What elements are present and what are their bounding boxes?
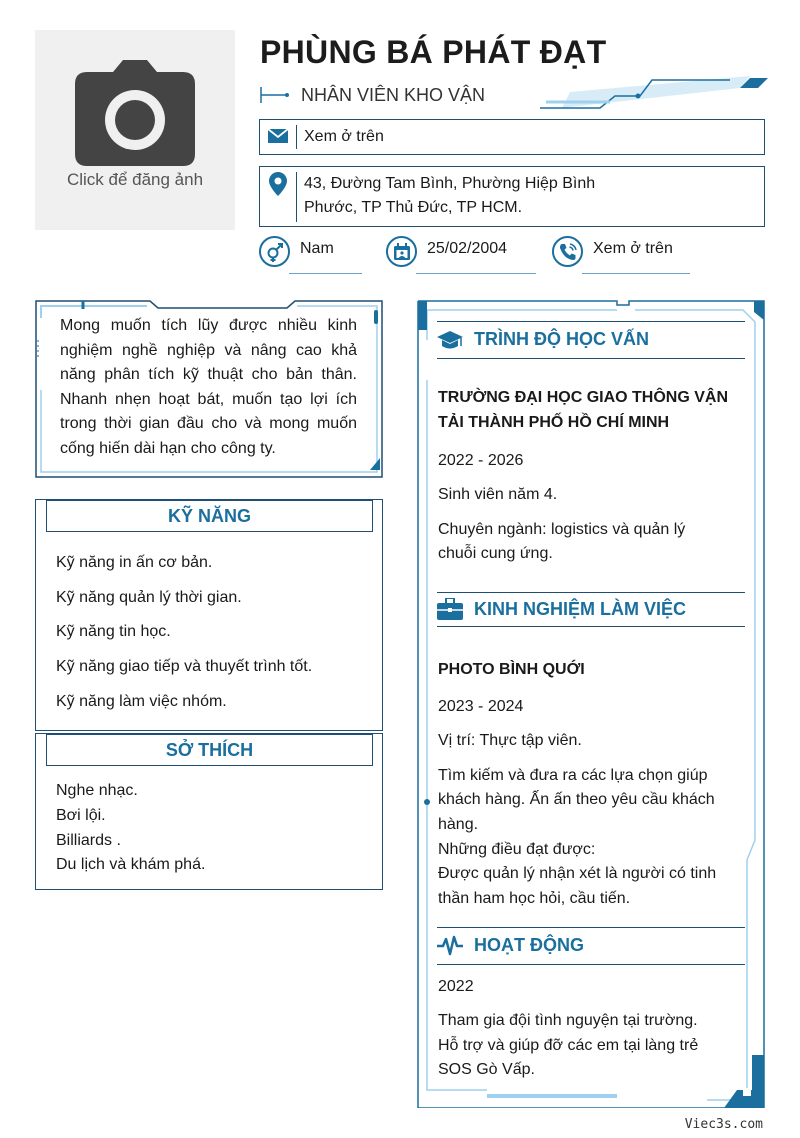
activity-line: SOS Gò Vấp. — [438, 1061, 535, 1078]
list-item: Billiards . — [56, 832, 121, 849]
gender-value: Nam — [300, 240, 334, 257]
list-item: Nghe nhạc. — [56, 782, 138, 799]
experience-heading: KINH NGHIỆM LÀM VIỆC — [474, 599, 687, 619]
experience-period: 2023 - 2024 — [438, 698, 524, 715]
school-name-line-1: TRƯỜNG ĐẠI HỌC GIAO THÔNG VẬN — [438, 389, 729, 406]
heartbeat-icon — [437, 935, 463, 957]
candidate-name: PHÙNG BÁ PHÁT ĐẠT — [260, 34, 607, 70]
list-item: Kỹ năng tin học. — [56, 623, 171, 640]
activity-line: Tham gia đội tình nguyện tại trường. — [438, 1012, 698, 1029]
activity-line: Hỗ trợ và giúp đỡ các em tại làng trẻ — [438, 1037, 699, 1054]
list-item: Kỹ năng giao tiếp và thuyết trình tốt. — [56, 658, 313, 675]
activity-year: 2022 — [438, 978, 474, 995]
skills-section — [35, 499, 383, 731]
career-objective — [35, 300, 383, 478]
experience-line: Được quản lý nhận xét là người có tinh — [438, 865, 717, 882]
location-pin-icon — [264, 172, 292, 196]
email-row — [259, 119, 765, 155]
experience-position: Vị trí: Thực tập viên. — [438, 732, 582, 749]
hobbies-heading: SỞ THÍCH — [46, 734, 373, 766]
calendar-icon — [386, 236, 417, 267]
gender-icon — [259, 236, 290, 267]
title-marker — [260, 86, 290, 104]
experience-line: hàng. — [438, 816, 479, 833]
address-row — [259, 166, 765, 227]
experience-line: khách hàng. Ấn ấn theo yêu cầu khách — [438, 791, 715, 808]
birthday-value: 25/02/2004 — [427, 240, 508, 257]
list-item: Kỹ năng quản lý thời gian. — [56, 589, 242, 606]
list-item: Du lịch và khám phá. — [56, 856, 206, 873]
photo-caption: Click để đăng ảnh — [66, 170, 204, 189]
skills-heading: KỸ NĂNG — [46, 500, 373, 532]
list-item: Bơi lội. — [56, 807, 106, 824]
education-heading: TRÌNH ĐỘ HỌC VẤN — [474, 329, 649, 349]
graduation-cap-icon — [437, 329, 463, 351]
education-status: Sinh viên năm 4. — [438, 486, 558, 503]
education-major-line-2: chuỗi cung ứng. — [438, 545, 553, 562]
avatar-placeholder[interactable] — [35, 30, 235, 230]
experience-line: Tìm kiếm và đưa ra các lựa chọn giúp — [438, 767, 708, 784]
phone-value: Xem ở trên — [593, 240, 673, 257]
camera-icon — [75, 60, 195, 166]
experience-line: Những điều đạt được: — [438, 841, 596, 858]
education-major-line-1: Chuyên ngành: logistics và quản lý — [438, 521, 686, 538]
phone-icon — [552, 236, 583, 267]
header-decoration — [540, 74, 770, 114]
list-item: Kỹ năng in ấn cơ bản. — [56, 554, 213, 571]
company-name: PHOTO BÌNH QUỚI — [438, 661, 585, 678]
address-line-2: Phước, TP Thủ Đức, TP HCM. — [304, 199, 523, 216]
list-item: Kỹ năng làm việc nhóm. — [56, 693, 227, 710]
address-line-1: 43, Đường Tam Bình, Phường Hiệp Bình — [304, 175, 596, 192]
hobbies-section — [35, 733, 383, 890]
activities-heading: HOẠT ĐỘNG — [474, 935, 584, 955]
school-name-line-2: TẢI THÀNH PHỐ HỒ CHÍ MINH — [438, 414, 670, 431]
email-value: Xem ở trên — [304, 128, 384, 145]
experience-line: thần ham học hỏi, cầu tiến. — [438, 890, 631, 907]
objective-text: Mong muốn tích lũy được nhiều kinh nghiệm nghề nghiệp và nâng cao khả năng phân tích kỹ thuật cho bản thân. Nhanh nhẹn hoạt bát, muốn tạo lợi ích trong thời gian đầu cho và mong muốn cống hiến dài hạn cho công ty. — [60, 317, 357, 457]
education-period: 2022 - 2026 — [438, 452, 524, 469]
watermark: Viec3s.com — [684, 1117, 763, 1132]
job-title: NHÂN VIÊN KHO VẬN — [301, 85, 486, 105]
briefcase-icon — [437, 598, 463, 620]
mail-icon — [264, 127, 292, 145]
